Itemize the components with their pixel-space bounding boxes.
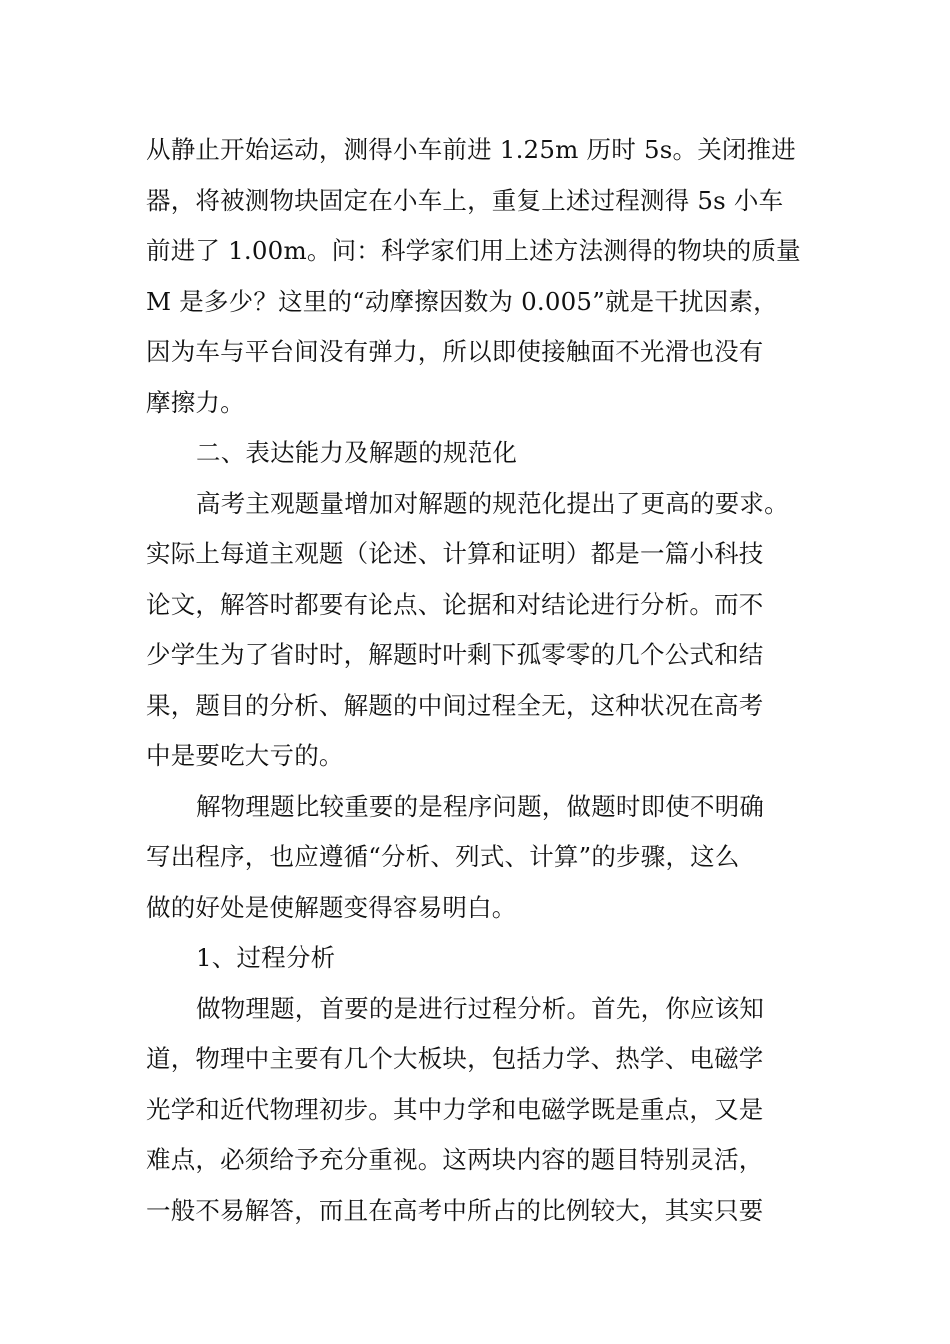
- text-line: 道，物理中主要有几个大板块，包括力学、热学、电磁学: [146, 1044, 764, 1073]
- text-line: 摩擦力。: [146, 387, 245, 417]
- text-line: 中是要吃大亏的。: [146, 741, 344, 770]
- text-line: 做的好处是使解题变得容易明白。: [146, 892, 517, 922]
- text-line: M 是多少？这里的“动摩擦因数为 0.005”就是干扰因素，: [146, 286, 778, 316]
- text-line: 一般不易解答，而且在高考中所占的比例较大，其实只要: [146, 1195, 764, 1225]
- text-line: 前进了 1.00m。问：科学家们用上述方法测得的物块的质量: [146, 236, 801, 265]
- text-line: 少学生为了省时时，解题时叶剩下孤零零的几个公式和结: [146, 640, 764, 669]
- text-line: 写出程序，也应遵循“分析、列式、计算”的步骤，这么: [146, 842, 740, 871]
- text-line: 论文，解答时都要有论点、论据和对结论进行分析。而不: [146, 589, 764, 619]
- text-line: 果，题目的分析、解题的中间过程全无，这种状况在高考: [146, 690, 764, 720]
- text-line: 难点，必须给予充分重视。这两块内容的题目特别灵活，: [146, 1145, 764, 1174]
- subsection-heading: 1、过程分析: [196, 943, 336, 972]
- text-line: 因为车与平台间没有弹力，所以即使接触面不光滑也没有: [146, 337, 764, 366]
- document-body: [146, 125, 806, 1236]
- section-heading: 二、表达能力及解题的规范化: [196, 438, 518, 467]
- text-line: 光学和近代物理初步。其中力学和电磁学既是重点，又是: [146, 1094, 764, 1124]
- text-line: 实际上每道主观题（论述、计算和证明）都是一篇小科技: [146, 539, 764, 568]
- text-line: 做物理题，首要的是进行过程分析。首先，你应该知: [196, 993, 765, 1023]
- text-line: 从静止开始运动，测得小车前进 1.25m 历时 5s。关闭推进: [146, 135, 797, 164]
- text-line: 器，将被测物块固定在小车上，重复上述过程测得 5s 小车: [146, 185, 784, 215]
- text-line: 解物理题比较重要的是程序问题，做题时即使不明确: [196, 791, 765, 821]
- text-line: 高考主观题量增加对解题的规范化提出了更高的要求。: [196, 488, 789, 518]
